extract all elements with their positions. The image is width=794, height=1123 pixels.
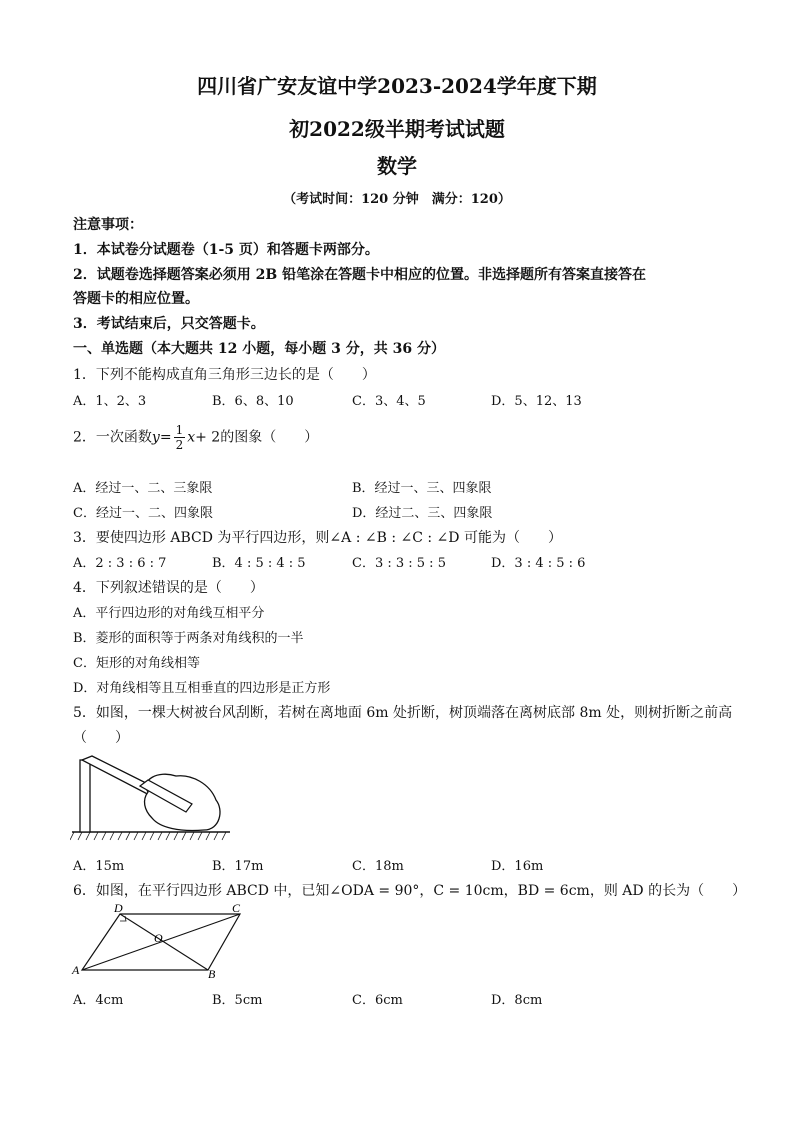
- question-6-stem: 6．如图，在平行四边形 ABCD 中，已知∠ODA = 90°，C = 10cm，BD = 6cm，则 AD 的长为（ ）: [73, 883, 747, 899]
- q5-option-a: A．15m: [73, 859, 125, 874]
- notes-heading: 注意事项：: [73, 217, 143, 233]
- q4-option-d: D．对角线相等且互相垂直的四边形是正方形: [73, 681, 331, 696]
- note-item-2-cont: 答题卡的相应位置。: [73, 291, 199, 307]
- exam-subtitle: 初2022级半期考试试题: [289, 117, 505, 141]
- q6-option-a: A．4cm: [73, 993, 124, 1008]
- q1-option-b: B．6、8、10: [212, 394, 294, 409]
- q2-option-c: C．经过一、二、四象限: [73, 506, 213, 521]
- question-3-stem: 3．要使四边形 ABCD 为平行四边形，则∠A : ∠B : ∠C : ∠D 可能为（ ）: [73, 530, 562, 546]
- q2-var-x: x: [187, 429, 196, 446]
- q6-option-d: D．8cm: [491, 993, 543, 1008]
- parallelogram-figure: [68, 902, 253, 980]
- q6-option-b: B．5cm: [212, 993, 263, 1008]
- q3-option-d: D．3 : 4 : 5 : 6: [491, 556, 586, 571]
- vertex-label-b: B: [208, 967, 216, 980]
- q2-option-d: D．经过二、三、四象限: [352, 506, 493, 521]
- q3-option-b: B．4 : 5 : 4 : 5: [212, 556, 306, 571]
- q6-option-c: C．6cm: [352, 993, 403, 1008]
- q4-option-a: A．平行四边形的对角线互相平分: [73, 606, 265, 621]
- q2-equals: =: [159, 429, 172, 446]
- right-angle-mark: [120, 916, 126, 921]
- question-5-stem-cont: （ ）: [73, 730, 129, 746]
- note-item-2: 2．试题卷选择题答案必须用 2B 铅笔涂在答题卡中相应的位置。非选择题所有答案直接答在: [73, 267, 647, 283]
- q2-var-y: y: [151, 429, 160, 446]
- q3-option-a: A．2 : 3 : 6 : 7: [73, 556, 167, 571]
- broken-tree-figure: [70, 752, 235, 844]
- question-1-stem: 1．下列不能构成直角三角形三边长的是（ ）: [73, 367, 376, 383]
- q2-stem-prefix: 2．一次函数: [73, 429, 152, 446]
- diagonal-bd: [120, 914, 208, 970]
- q1-option-c: C．3、4、5: [352, 394, 426, 409]
- q1-option-a: A．1、2、3: [73, 394, 147, 409]
- q5-option-b: B．17m: [212, 859, 264, 874]
- q2-option-b: B．经过一、三、四象限: [352, 481, 492, 496]
- q2-fraction: [174, 423, 186, 452]
- question-4-stem: 4．下列叙述错误的是（ ）: [73, 580, 264, 596]
- question-2-stem: [73, 423, 318, 452]
- center-label-o: O: [154, 931, 163, 945]
- q2-stem-suffix: 的图象（ ）: [220, 429, 319, 446]
- ground-hatching: [70, 832, 226, 840]
- question-5-stem: 5．如图，一棵大树被台风刮断，若树在离地面 6m 处折断，树顶端落在离树底部 8m 处，则树折断之前高: [73, 705, 733, 721]
- vertex-label-d: D: [114, 902, 123, 915]
- note-item-3: 3．考试结束后，只交答题卡。: [73, 316, 265, 332]
- q3-option-c: C．3 : 3 : 5 : 5: [352, 556, 446, 571]
- section-heading: 一、单选题（本大题共 12 小题，每小题 3 分，共 36 分）: [73, 341, 445, 357]
- vertex-label-a: A: [72, 963, 80, 977]
- q5-option-c: C．18m: [352, 859, 404, 874]
- tree-trunk: [80, 760, 90, 832]
- vertex-label-c: C: [232, 902, 241, 915]
- subject-title: 数学: [377, 154, 417, 178]
- q5-option-d: D．16m: [491, 859, 544, 874]
- q2-frac-den: 2: [175, 438, 184, 452]
- q1-option-d: D．5、12、13: [491, 394, 582, 409]
- q2-frac-num: 1: [175, 423, 184, 437]
- note-item-1: 1．本试卷分试题卷（1-5 页）和答题卡两部分。: [73, 242, 379, 258]
- q4-option-c: C．矩形的对角线相等: [73, 656, 200, 671]
- q4-option-b: B．菱形的面积等于两条对角线积的一半: [73, 631, 304, 646]
- exam-title: 四川省广安友谊中学2023-2024学年度下期: [197, 74, 597, 98]
- q2-option-a: A．经过一、二、三象限: [73, 481, 213, 496]
- exam-info: （考试时间：120 分钟 满分：120）: [283, 192, 511, 207]
- q2-plus-two: + 2: [195, 429, 221, 446]
